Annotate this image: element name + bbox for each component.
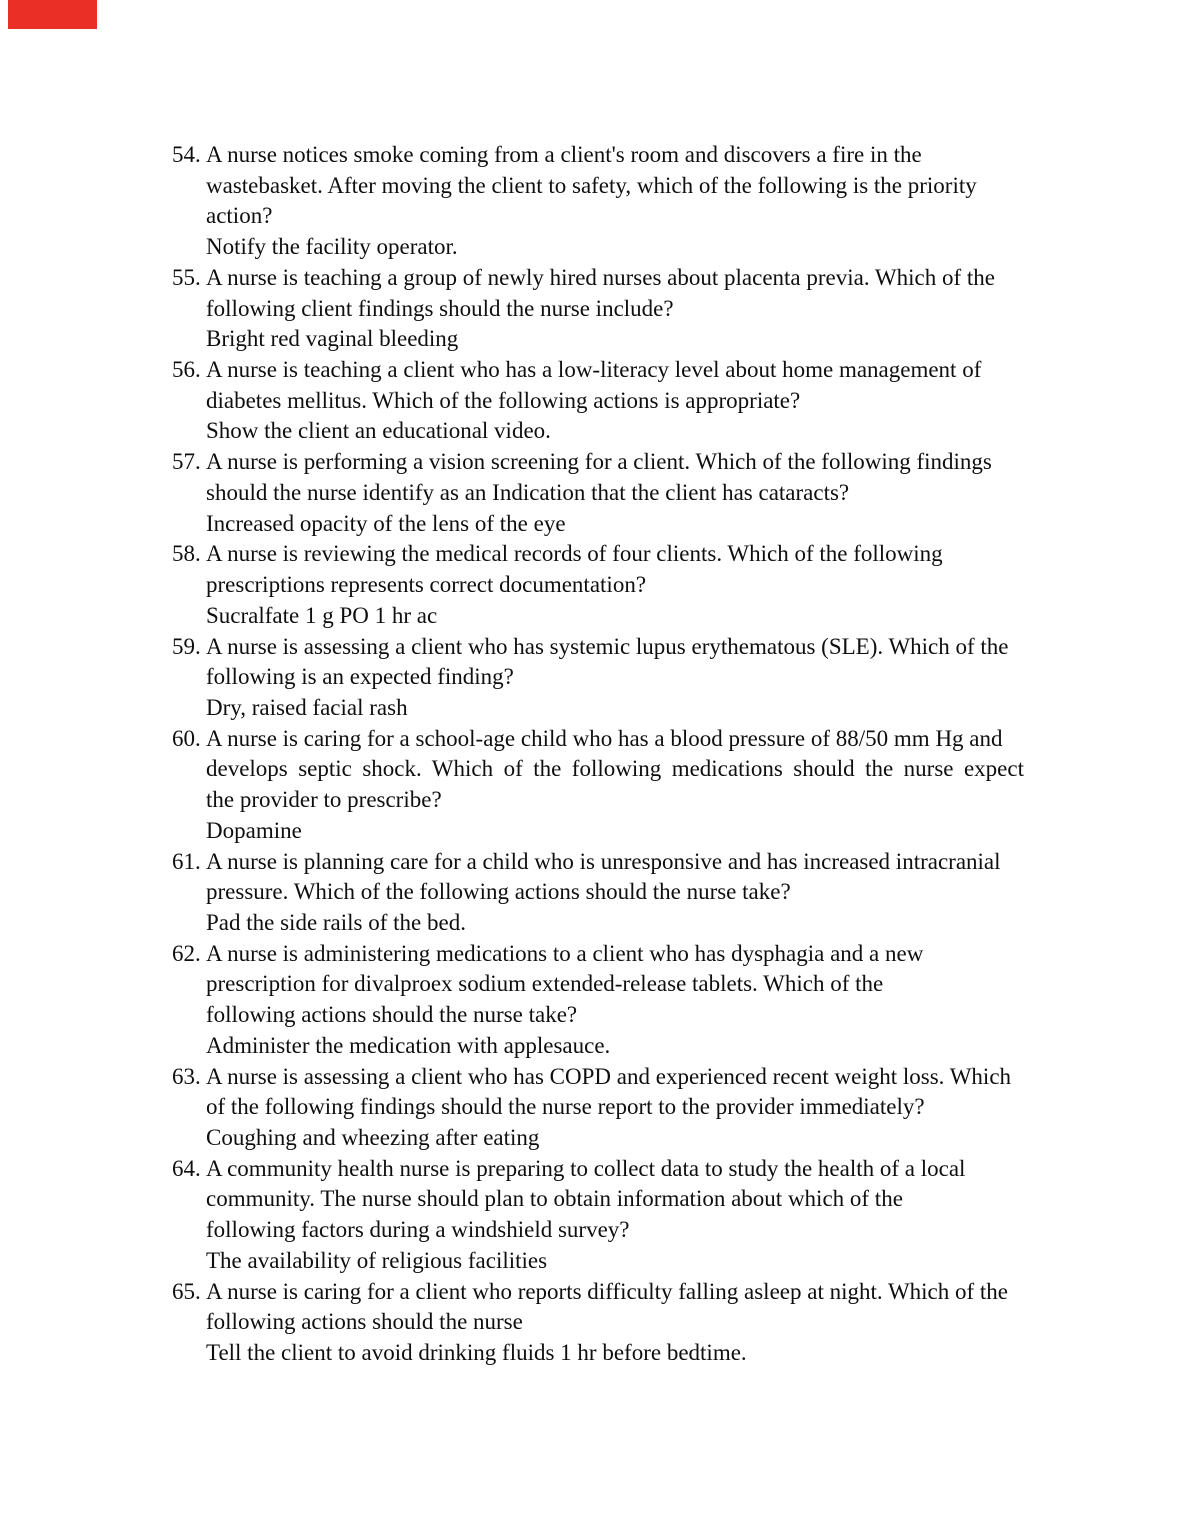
question-number: 64. [172, 1155, 201, 1181]
question-line: A nurse notices smoke coming from a client's room and discovers a fire in the [206, 142, 922, 167]
answer-line: Administer the medication with applesauce. [206, 1032, 611, 1058]
question-line: A nurse is performing a vision screening for a client. Which of the following findings [206, 449, 992, 475]
question-line: A nurse is teaching a client who has a low-literacy level about home management of [206, 357, 982, 383]
question-line: A nurse is assessing a client who has COPD and experienced recent weight loss. Which [206, 1063, 1012, 1089]
answer-line: Sucralfate 1 g PO 1 hr ac [206, 602, 438, 628]
answer-line: Tell the client to avoid drinking fluids 1 hr before bedtime. [206, 1340, 747, 1366]
answer-line: Notify the facility operator. [206, 234, 458, 260]
question-line: following actions should the nurse take? [206, 1002, 578, 1028]
question-line: A nurse is administering medications to a client who has dysphagia and a new [206, 940, 924, 966]
question-line: A nurse is caring for a school-age child who has a blood pressure of 88/50 mm Hg and [206, 725, 1003, 751]
question-line: A nurse is planning care for a child who is unresponsive and has increased intracranial [206, 848, 1001, 874]
question-line: pressure. Which of the following actions should the nurse take? [206, 879, 791, 905]
question-item [172, 539, 1032, 631]
question-number: 57. [172, 449, 201, 475]
answer-line: Bright red vaginal bleeding [206, 326, 459, 352]
question-number: 60. [172, 725, 201, 751]
question-number: 56. [172, 357, 201, 383]
answer-line: Pad the side rails of the bed. [206, 909, 466, 935]
question-list [172, 140, 1032, 1369]
answer-line: Coughing and wheezing after eating [206, 1125, 540, 1150]
question-line: prescription for divalproex sodium extended-release tablets. Which of the [206, 971, 884, 997]
question-item [172, 1277, 1032, 1369]
answer-line: Show the client an educational video. [206, 418, 551, 444]
question-number: 65. [172, 1278, 201, 1304]
question-line: A nurse is assessing a client who has systemic lupus erythematous (SLE). Which of the [206, 633, 1009, 659]
question-line: following actions should the nurse [206, 1309, 523, 1335]
question-item [172, 1154, 1032, 1277]
question-line: following factors during a windshield survey? [206, 1217, 630, 1243]
question-content [206, 140, 1024, 263]
question-item [172, 632, 1032, 724]
question-content [206, 539, 1024, 631]
question-content [206, 1154, 1024, 1277]
question-line: prescriptions represents correct documentation? [206, 572, 647, 598]
question-number: 62. [172, 940, 201, 966]
question-content [206, 847, 1024, 939]
question-item [172, 263, 1032, 355]
question-line: develops septic shock. Which of the following medications should the nurse expect [206, 756, 1024, 782]
question-line: wastebasket. After moving the client to safety, which of the following is the priority [206, 172, 977, 198]
question-content [206, 724, 1024, 847]
answer-line: Dopamine [206, 817, 302, 843]
question-item [172, 939, 1032, 1062]
question-line: A community health nurse is preparing to collect data to study the health of a local [206, 1155, 966, 1181]
question-number: 59. [172, 633, 201, 659]
question-content [206, 355, 1024, 447]
question-item [172, 724, 1032, 847]
question-line: A nurse is teaching a group of newly hired nurses about placenta previa. Which of the [206, 264, 995, 290]
question-content [206, 1062, 1024, 1154]
question-line: A nurse is caring for a client who reports difficulty falling asleep at night. Which of the [206, 1278, 1009, 1304]
question-content [206, 1277, 1024, 1369]
question-line: community. The nurse should plan to obtain information about which of the [206, 1186, 903, 1212]
question-line: of the following findings should the nurse report to the provider immediately? [206, 1094, 925, 1120]
question-item [172, 140, 1032, 263]
question-content [206, 632, 1024, 724]
question-content [206, 447, 1024, 539]
question-number: 63. [172, 1063, 201, 1089]
question-line: diabetes mellitus. Which of the following actions is appropriate? [206, 387, 801, 413]
question-line: action? [206, 203, 273, 229]
question-line: should the nurse identify as an Indication that the client has cataracts? [206, 479, 850, 505]
question-number: 61. [172, 848, 201, 874]
question-content [206, 939, 1024, 1062]
question-item [172, 447, 1032, 539]
red-corner-mark [8, 0, 97, 29]
question-number: 58. [172, 541, 201, 567]
question-line: following client findings should the nurse include? [206, 295, 674, 321]
question-line: the provider to prescribe? [206, 787, 442, 813]
question-item [172, 847, 1032, 939]
answer-line: Dry, raised facial rash [206, 694, 408, 720]
question-number: 55. [172, 264, 201, 290]
question-content [206, 263, 1024, 355]
answer-line: The availability of religious facilities [206, 1247, 548, 1273]
question-line: following is an expected finding? [206, 664, 514, 690]
question-line: A nurse is reviewing the medical records of four clients. Which of the following [206, 541, 943, 567]
question-item [172, 355, 1032, 447]
question-item [172, 1062, 1032, 1154]
answer-line: Increased opacity of the lens of the eye [206, 510, 566, 536]
question-number: 54. [172, 142, 201, 167]
